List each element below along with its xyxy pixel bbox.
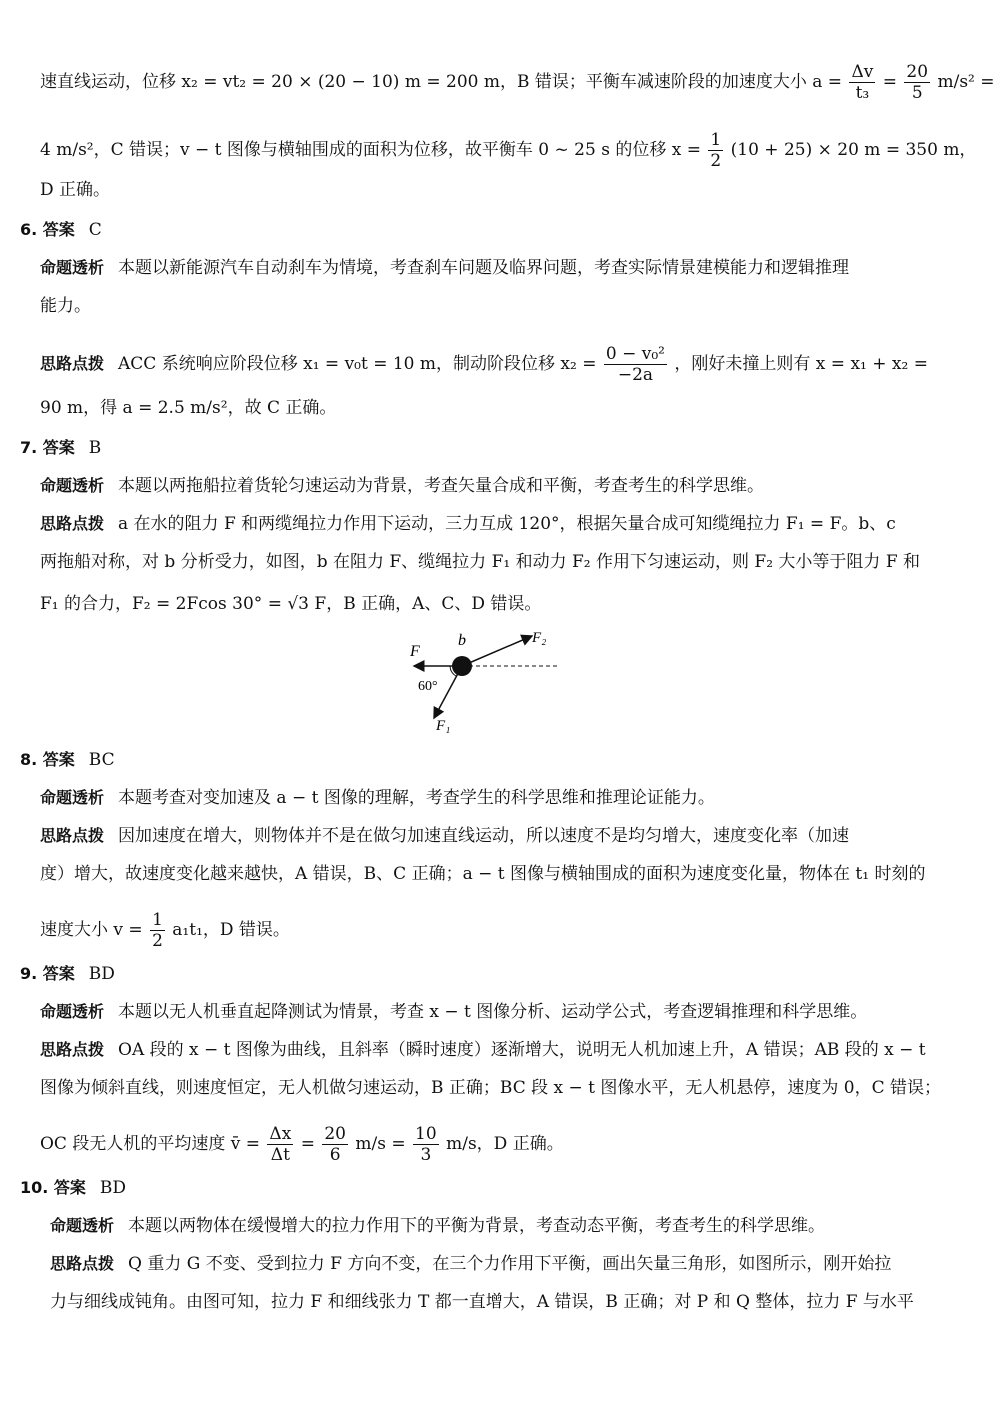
text-line: 90 m，得 a = 2.5 m/s²，故 C 正确。 (40, 398, 337, 418)
text-line: 两拖船对称，对 b 分析受力，如图，b 在阻力 F、缆绳拉力 F₁ 和动力 F₂ 作用下匀速运动，则 F₂ 大小等于阻力 F 和 (40, 552, 921, 572)
text-line: 命题透析 本题以两物体在缓慢增大的拉力作用下的平衡为背景，考查动态平衡，考查考生的科学思维。 (50, 1216, 826, 1236)
answer-value: C (88, 220, 102, 240)
label-b: b (458, 632, 466, 649)
label-angle: 60° (418, 679, 438, 694)
answer-value: BC (88, 750, 115, 770)
text-line: OC 段无人机的平均速度 v̄ = $\frac{\Delta x}{\Delta t}$ = $\frac{20}{6}$ m/s = $\frac{10}{3}$ m/s，D 正确。 (40, 1124, 564, 1165)
object-b (452, 656, 472, 676)
text-line: 速度大小 v = $\frac{1}{2}$ a₁t₁，D 错误。 (40, 910, 290, 951)
answer-label: 6. 答案 (20, 220, 75, 239)
answer-label: 10. 答案 (20, 1178, 86, 1197)
fraction: $\frac{\Delta x}{\Delta t}$ (269, 1124, 292, 1165)
section-label: 命题透析 (40, 788, 105, 807)
text-line: 图像为倾斜直线，则速度恒定，无人机做匀速运动，B 正确；BC 段 x − t 图像水平，无人机悬停，速度为 0，C 错误； (40, 1078, 942, 1098)
question-header (20, 748, 928, 772)
answer-value: B (88, 438, 102, 458)
fraction: $\frac{20}{6}$ (324, 1124, 346, 1165)
section-label: 思路点拨 (50, 1254, 115, 1273)
force-diagram-svg (400, 628, 570, 734)
section-label: 思路点拨 (40, 514, 105, 533)
text-line: 思路点拨 Q 重力 G 不变、受到拉力 F 方向不变，在三个力作用下平衡，画出矢量三角形，如图所示，刚开始拉 (50, 1254, 892, 1274)
section-label: 思路点拨 (40, 826, 105, 845)
answer-value: BD (88, 964, 115, 984)
fraction: $\frac{1}{2}$ (152, 910, 163, 951)
question-header (20, 218, 928, 242)
answer-label: 8. 答案 (20, 750, 75, 769)
fraction: $\frac{20}{5}$ (906, 62, 929, 103)
section-label: 命题透析 (40, 1002, 105, 1021)
section-label: 思路点拨 (40, 354, 105, 373)
text-line: 命题透析 本题考查对变加速及 a − t 图像的理解，考查学生的科学思维和推理论证能力。 (40, 788, 715, 808)
text-line: 速直线运动，位移 x₂ = vt₂ = 20 × (20 − 10) m = 200 m，B 错误；平衡车减速阶段的加速度大小 a = $\frac{\Delta v}{\text{t₃}}$ = $\frac{20}{5}$ m/s² = (40, 62, 995, 103)
fraction: $\frac{1}{2}$ (710, 130, 722, 171)
text-line: 命题透析 本题以两拖船拉着货轮匀速运动为背景，考查矢量合成和平衡，考查考生的科学思维。 (40, 476, 765, 496)
section-label: 命题透析 (50, 1216, 115, 1235)
answer-label: 7. 答案 (20, 438, 75, 457)
force-diagram (400, 628, 570, 734)
question-header (20, 962, 928, 986)
section-label: 命题透析 (40, 476, 105, 495)
text-line: D 正确。 (40, 180, 111, 200)
text-line: 思路点拨 a 在水的阻力 F 和两缆绳拉力作用下运动，三力互成 120°，根据矢量合成可知缆绳拉力 F₁ = F。b、c (40, 514, 896, 534)
fraction: $\frac{\text{0 − v₀²}}{-2a}$ (605, 344, 665, 385)
force-F2-arrow (462, 636, 532, 666)
text-line: 力与细线成钝角。由图可知，拉力 F 和细线张力 T 都一直增大，A 错误，B 正确；对 P 和 Q 整体，拉力 F 与水平 (50, 1292, 914, 1312)
text-line: 思路点拨 OA 段的 x − t 图像为曲线，且斜率（瞬时速度）逐渐增大，说明无人机加速上升，A 错误；AB 段的 x − t (40, 1040, 926, 1060)
label-F1: F₁ (436, 718, 451, 734)
label-F: F (410, 643, 420, 660)
text-line: F₁ 的合力，F₂ = 2Fcos 30° = √3 F，B 正确，A、C、D 错误。 (40, 594, 542, 614)
text-line: 命题透析 本题以新能源汽车自动刹车为情境，考查刹车问题及临界问题，考查实际情景建模能力和逻辑推理 (40, 258, 850, 278)
text-line: 能力。 (40, 296, 91, 316)
text-line: 度）增大，故速度变化越来越快，A 错误，B、C 正确；a − t 图像与横轴围成的面积为速度变化量，物体在 t₁ 时刻的 (40, 864, 926, 884)
fraction: $\frac{10}{3}$ (415, 1124, 437, 1165)
text-line: 思路点拨 ACC 系统响应阶段位移 x₁ = v₀t = 10 m，制动阶段位移 x₂ = $\frac{\text{0 − v₀²}}{-2a}$ ，刚好未撞上则有 x = x₁ + x₂ = (40, 344, 928, 385)
text-line: 命题透析 本题以无人机垂直起降测试为情景，考查 x − t 图像分析、运动学公式，考查逻辑推理和科学思维。 (40, 1002, 868, 1022)
section-label: 思路点拨 (40, 1040, 105, 1059)
answer-value: BD (99, 1178, 127, 1198)
answer-label: 9. 答案 (20, 964, 75, 983)
question-header (20, 1176, 928, 1200)
label-F2: F₂ (532, 630, 547, 646)
text-line: 4 m/s²，C 错误；v − t 图像与横轴围成的面积为位移，故平衡车 0 ~ 25 s 的位移 x = $\frac{1}{2}$ (10 + 25) × 20 m = 350 m， (40, 130, 977, 171)
text-line: 思路点拨 因加速度在增大，则物体并不是在做匀加速直线运动，所以速度不是均匀增大，速度变化率（加速 (40, 826, 850, 846)
question-header (20, 436, 928, 460)
fraction: $\frac{\Delta v}{\text{t₃}}$ (851, 62, 874, 103)
section-label: 命题透析 (40, 258, 105, 277)
